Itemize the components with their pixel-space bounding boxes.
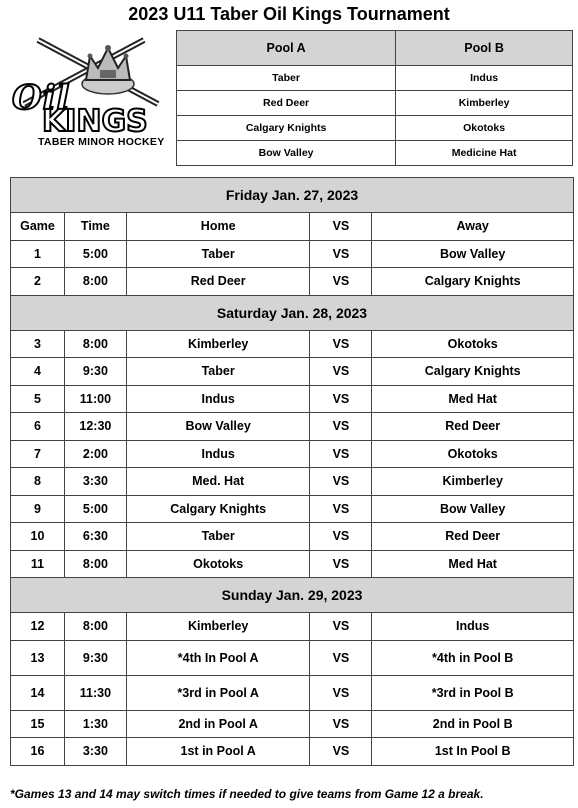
column-header-row [11, 213, 574, 241]
game-number: 3 [11, 330, 65, 358]
game-row [11, 268, 574, 296]
home-team: Okotoks [126, 550, 310, 578]
column-header-vs: VS [310, 213, 372, 241]
pools-row [177, 116, 573, 141]
column-header-time: Time [64, 213, 126, 241]
game-time: 2:00 [64, 440, 126, 468]
pools-table [176, 30, 573, 166]
home-team: Taber [126, 523, 310, 551]
day-header-row [11, 178, 574, 213]
game-time: 8:00 [64, 268, 126, 296]
vs-label: VS [310, 240, 372, 268]
pool-a-team: Bow Valley [177, 141, 396, 166]
schedule-table [10, 177, 574, 766]
game-row [11, 495, 574, 523]
column-header-game: Game [11, 213, 65, 241]
pool-a-team: Taber [177, 66, 396, 91]
away-team: Calgary Knights [372, 268, 574, 296]
game-number: 2 [11, 268, 65, 296]
game-row [11, 413, 574, 441]
game-number: 11 [11, 550, 65, 578]
vs-label: VS [310, 330, 372, 358]
vs-label: VS [310, 738, 372, 766]
game-time: 3:30 [64, 468, 126, 496]
away-team: 1st In Pool B [372, 738, 574, 766]
game-time: 8:00 [64, 330, 126, 358]
game-number: 12 [11, 613, 65, 641]
logo-kings-text: KINGS [42, 104, 148, 139]
game-row [11, 613, 574, 641]
game-time: 8:00 [64, 550, 126, 578]
oil-kings-logo [8, 34, 174, 154]
vs-label: VS [310, 523, 372, 551]
pool-a-team: Red Deer [177, 91, 396, 116]
home-team: Taber [126, 240, 310, 268]
away-team: Kimberley [372, 468, 574, 496]
home-team: Red Deer [126, 268, 310, 296]
game-row [11, 240, 574, 268]
game-time: 9:30 [64, 358, 126, 386]
game-row [11, 330, 574, 358]
game-number: 8 [11, 468, 65, 496]
document-title: 2023 U11 Taber Oil Kings Tournament [128, 4, 450, 24]
day-header-row [11, 578, 574, 613]
pools-row [177, 66, 573, 91]
away-team: *4th in Pool B [372, 640, 574, 675]
vs-label: VS [310, 358, 372, 386]
vs-label: VS [310, 385, 372, 413]
home-team: *3rd in Pool A [126, 675, 310, 710]
home-team: Kimberley [126, 613, 310, 641]
pool-b-team: Medicine Hat [396, 141, 573, 166]
home-team: Indus [126, 385, 310, 413]
day-header-row [11, 295, 574, 330]
game-number: 13 [11, 640, 65, 675]
vs-label: VS [310, 495, 372, 523]
game-number: 10 [11, 523, 65, 551]
game-row [11, 358, 574, 386]
away-team: Med Hat [372, 550, 574, 578]
game-time: 11:00 [64, 385, 126, 413]
pools-row [177, 91, 573, 116]
pools-row [177, 141, 573, 166]
pool-b-team: Indus [396, 66, 573, 91]
vs-label: VS [310, 550, 372, 578]
game-number: 1 [11, 240, 65, 268]
day-label: Friday Jan. 27, 2023 [11, 178, 574, 213]
game-number: 4 [11, 358, 65, 386]
pools-header-row [177, 31, 573, 66]
game-number: 9 [11, 495, 65, 523]
game-row [11, 468, 574, 496]
game-row [11, 675, 574, 710]
game-number: 14 [11, 675, 65, 710]
game-time: 5:00 [64, 240, 126, 268]
home-team: Med. Hat [126, 468, 310, 496]
logo-subtitle: TABER MINOR HOCKEY [38, 136, 165, 148]
home-team: 2nd in Pool A [126, 710, 310, 738]
game-number: 6 [11, 413, 65, 441]
game-time: 5:00 [64, 495, 126, 523]
game-number: 16 [11, 738, 65, 766]
footnote: *Games 13 and 14 may switch times if needed to give teams from Game 12 a break. [10, 787, 484, 801]
away-team: Bow Valley [372, 495, 574, 523]
pool-a-team: Calgary Knights [177, 116, 396, 141]
game-time: 8:00 [64, 613, 126, 641]
pool-b-team: Okotoks [396, 116, 573, 141]
away-team: 2nd in Pool B [372, 710, 574, 738]
game-row [11, 385, 574, 413]
vs-label: VS [310, 613, 372, 641]
day-label: Saturday Jan. 28, 2023 [11, 295, 574, 330]
pool-b-header: Pool B [396, 31, 573, 66]
home-team: Kimberley [126, 330, 310, 358]
game-row [11, 440, 574, 468]
column-header-away: Away [372, 213, 574, 241]
home-team: Taber [126, 358, 310, 386]
away-team: Med Hat [372, 385, 574, 413]
home-team: Calgary Knights [126, 495, 310, 523]
game-time: 12:30 [64, 413, 126, 441]
away-team: Bow Valley [372, 240, 574, 268]
game-number: 5 [11, 385, 65, 413]
away-team: Okotoks [372, 330, 574, 358]
vs-label: VS [310, 268, 372, 296]
away-team: Red Deer [372, 413, 574, 441]
game-time: 11:30 [64, 675, 126, 710]
pool-b-team: Kimberley [396, 91, 573, 116]
away-team: Okotoks [372, 440, 574, 468]
vs-label: VS [310, 413, 372, 441]
away-team: Red Deer [372, 523, 574, 551]
game-time: 6:30 [64, 523, 126, 551]
vs-label: VS [310, 675, 372, 710]
game-time: 9:30 [64, 640, 126, 675]
logo-oil-text: Oil [12, 78, 71, 118]
away-team: Calgary Knights [372, 358, 574, 386]
day-label: Sunday Jan. 29, 2023 [11, 578, 574, 613]
game-number: 7 [11, 440, 65, 468]
game-row [11, 710, 574, 738]
home-team: Bow Valley [126, 413, 310, 441]
game-row [11, 640, 574, 675]
away-team: *3rd in Pool B [372, 675, 574, 710]
home-team: *4th In Pool A [126, 640, 310, 675]
column-header-home: Home [126, 213, 310, 241]
pool-a-header: Pool A [177, 31, 396, 66]
vs-label: VS [310, 468, 372, 496]
vs-label: VS [310, 440, 372, 468]
home-team: 1st in Pool A [126, 738, 310, 766]
game-row [11, 550, 574, 578]
away-team: Indus [372, 613, 574, 641]
home-team: Indus [126, 440, 310, 468]
vs-label: VS [310, 640, 372, 675]
game-time: 3:30 [64, 738, 126, 766]
game-row [11, 738, 574, 766]
game-time: 1:30 [64, 710, 126, 738]
vs-label: VS [310, 710, 372, 738]
game-row [11, 523, 574, 551]
game-number: 15 [11, 710, 65, 738]
